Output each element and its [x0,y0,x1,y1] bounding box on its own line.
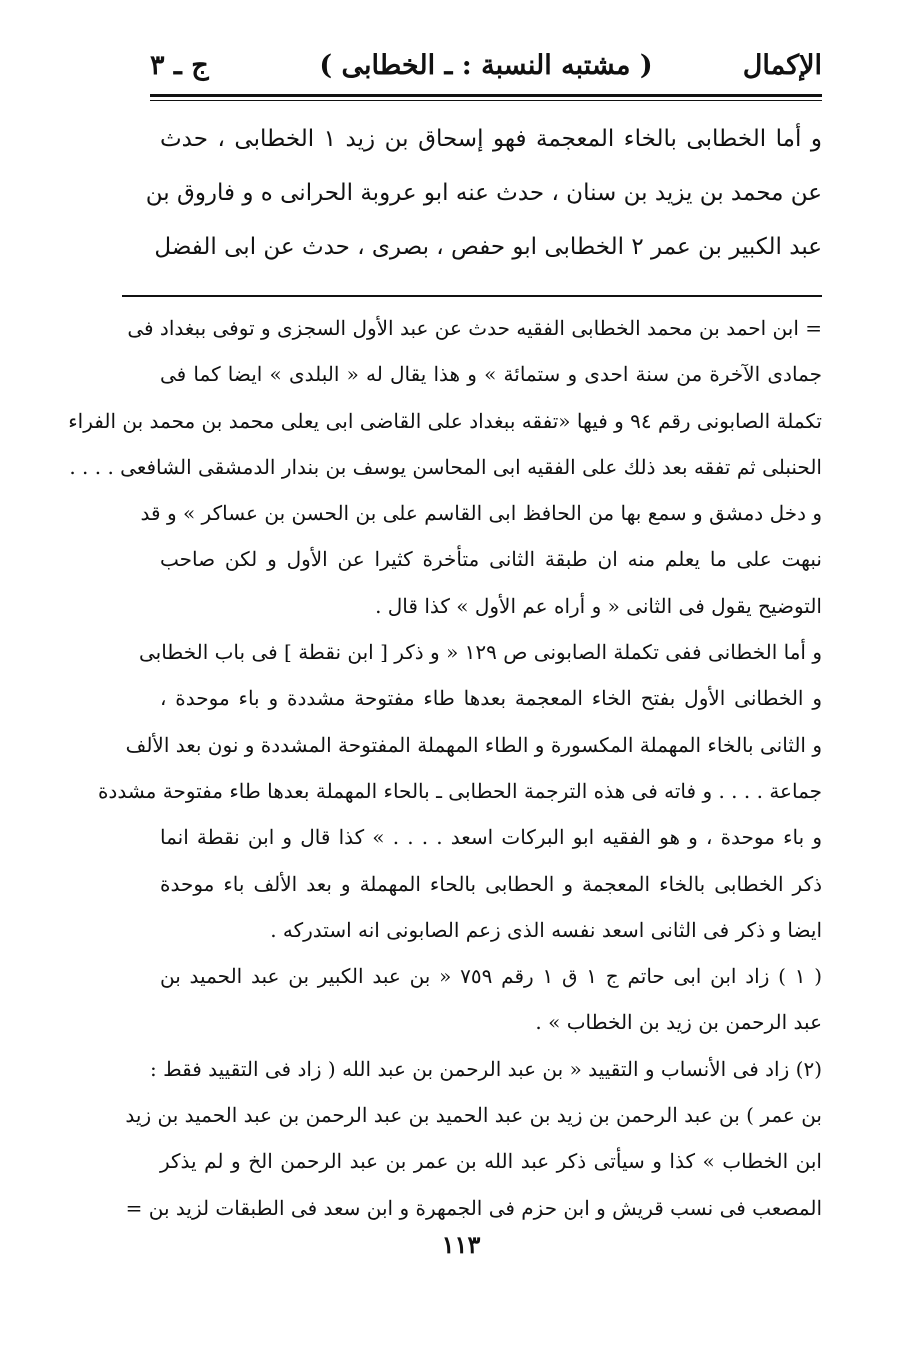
footnote-line: = ابن احمد بن محمد الخطابى الفقيه حدث عن عبد الأول السجزى و توفى ببغداد فى [127,316,822,340]
main-text [145,112,822,274]
main-line: عن محمد بن يزيد بن سنان ، حدث عنه ابو عروبة الحرانى ه و فاروق بن [145,180,822,206]
header-rule-thin [150,100,822,101]
footnote-line: ابن الخطاب » كذا و سيأتى ذكر عبد الله بن عمر بن عبد الرحمن الخ و لم يذكر [160,1149,822,1174]
footnote-line: التوضيح يقول فى الثانى « و أراه عم الأول » كذا قال . [375,593,822,618]
footnote-line: الحنبلى ثم تفقه بعد ذلك على الفقيه ابى المحاسن يوسف بن بندار الدمشقى الشافعى . . . . [69,454,822,479]
page-number: ١١٣ [441,1230,481,1259]
footnote-line: نبهت على ما يعلم منه ان طبقة الثانى متأخرة كثيرا عن الأول و لكن صاحب [160,547,822,572]
footnote-line: ذكر الخطابى بالخاء المعجمة و الحطابى بالحاء المهملة و بعد الألف باء موحدة [160,871,822,896]
header-section-title: ( مشتبه النسبة : ـ الخطابى ) [319,50,653,81]
footnote-line: ( ١ ) زاد ابن ابى حاتم ج ١ ق ١ رقم ٧٥٩ « بن عبد الكبير بن عبد الحميد بن [160,964,823,989]
footnote-line: عبد الرحمن بن زيد بن الخطاب » . [535,1010,822,1035]
footnote-line: و باء موحدة ، و هو الفقيه ابو البركات اسعد . . . . » كذا قال و ابن نقطة انما [160,825,822,850]
footnote-line: (٢) زاد فى الأنساب و التقييد « بن عبد الرحمن بن عبد الله ( زاد فى التقييد فقط : [150,1056,822,1081]
footnote-line: بن عمر ) بن عبد الرحمن بن زيد بن عبد الحميد بن عبد الرحمن بن عبد الحميد بن زيد [125,1103,822,1128]
footnote-line: جمادى الآخرة من سنة احدى و ستمائة » و هذا يقال له « البلدى » ايضا كما فى [160,362,822,387]
footnote-line: تكملة الصابونى رقم ٩٤ و فيها «تفقه ببغداد على القاضى ابى يعلى محمد بن محمد بن الفراء [68,408,822,433]
main-line: و أما الخطابى بالخاء المعجمة فهو إسحاق بن زيد ١ الخطابى ، حدث [160,126,822,152]
footnote-line: و أما الخطانى ففى تكملة الصابونى ص ١٢٩ « و ذكر [ ابن نقطة ] فى باب الخطابى [138,640,822,665]
footnote-line: المصعب فى نسب قريش و ابن حزم فى الجمهرة و ابن سعد فى الطبقات لزيد بن = [125,1195,822,1220]
footnote-line: و الثانى بالخاء المهملة المكسورة و الطاء المهملة المفتوحة المشددة و نون بعد الألف [125,732,822,757]
footnotes [68,305,823,1231]
header-book-title: الإكمال [742,50,822,81]
header-volume: ج ـ ٣ [150,50,209,81]
running-header [150,40,822,92]
header-rule-thick [150,94,822,97]
footnote-separator [122,295,822,297]
footnote-line: و الخطانى الأول بفتح الخاء المعجمة بعدها طاء مفتوحة مشددة و باء موحدة ، [160,686,822,711]
main-line: عبد الكبير بن عمر ٢ الخطابى ابو حفص ، بصرى ، حدث عن ابى الفضل [154,234,822,260]
footnote-line: ايضا و ذكر فى الثانى اسعد نفسه الذى زعم الصابونى انه استدركه . [270,917,822,942]
footnote-line: جماعة . . . . و فاته فى هذه الترجمة الحطابى ـ بالحاء المهملة بعدها طاء مفتوحة مشددة [97,778,822,803]
footnote-line: و دخل دمشق و سمع بها من الحافظ ابى القاسم على بن الحسن بن عساكر » و قد [140,501,822,526]
